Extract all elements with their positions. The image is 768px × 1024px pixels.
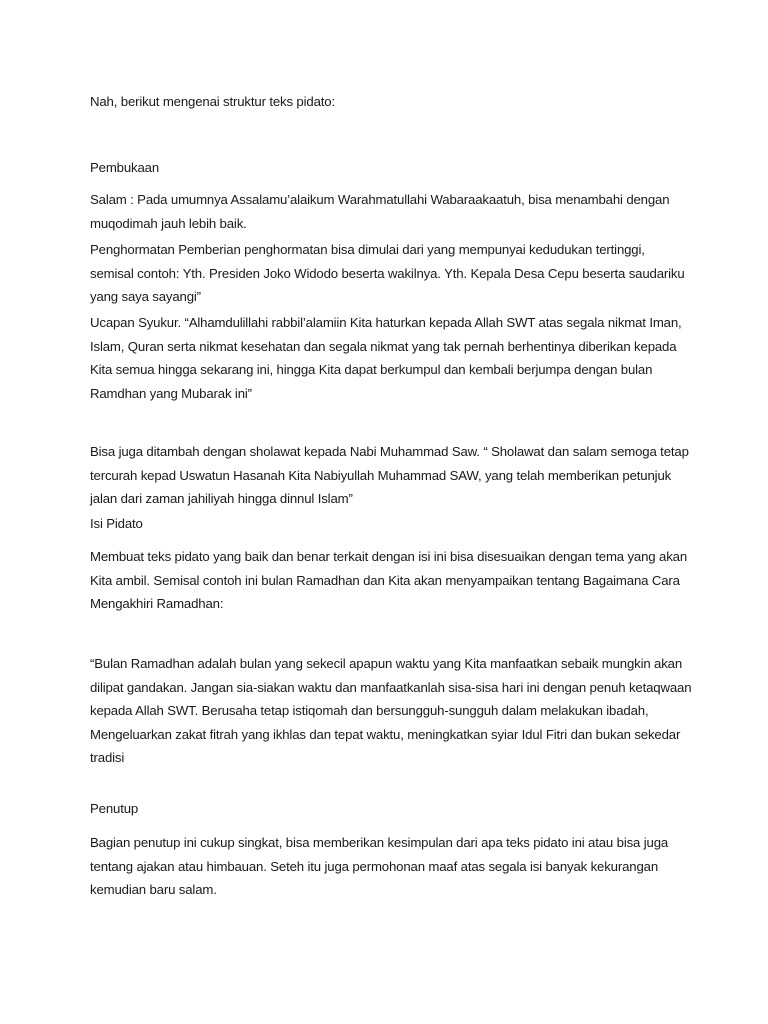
- text-line: tradisi: [90, 750, 125, 765]
- paragraph-sholawat: [90, 440, 690, 511]
- text-line: Islam, Quran serta nikmat kesehatan dan segala nikmat yang tak pernah berhentinya diberikan kepada: [90, 338, 677, 354]
- text-line: Mengeluarkan zakat fitrah yang ikhlas dan tepat waktu, meningkatkan syiar Idul Fitri dan bukan sekedar: [90, 726, 681, 742]
- heading-text: Pembukaan: [90, 160, 160, 175]
- heading-text: Penutup: [90, 801, 139, 816]
- paragraph-bulan-ramadhan: [90, 652, 690, 770]
- text-line: Kita semua hingga sekarang ini, hingga Kita dapat berkumpul dan kembali berjumpa dengan bulan: [90, 362, 653, 377]
- paragraph-membuat-teks: [90, 545, 690, 616]
- heading-text: Isi Pidato: [90, 516, 143, 531]
- text-line: Ramdhan yang Mubarak ini”: [90, 385, 252, 401]
- paragraph-penutup: [90, 831, 690, 902]
- text-line: Membuat teks pidato yang baik dan benar terkait dengan isi ini bisa disesuaikan dengan tema yang akan: [90, 549, 688, 564]
- text-line: muqodimah jauh lebih baik.: [90, 215, 247, 231]
- text-line: Bagian penutup ini cukup singkat, bisa memberikan kesimpulan dari apa teks pidato ini atau bisa juga: [90, 835, 669, 850]
- text-line: semisal contoh: Yth. Presiden Joko Widodo beserta wakilnya. Yth. Kepala Desa Cepu beserta saudariku: [90, 265, 685, 281]
- text-line: Mengakhiri Ramadhan:: [90, 596, 224, 611]
- paragraph-salam: [90, 188, 690, 235]
- text-line: dilipat gandakan. Jangan sia-siakan waktu dan manfaatkanlah sisa-sisa hari ini dengan penuh ketaqwaan: [90, 679, 692, 695]
- paragraph-ucapan-syukur: [90, 311, 690, 405]
- section-heading-pembukaan: [90, 156, 690, 180]
- text-line: Bisa juga ditambah dengan sholawat kepada Nabi Muhammad Saw. “ Sholawat dan salam semoga tetap: [90, 444, 689, 459]
- section-heading-penutup: [90, 797, 690, 821]
- text-line: Kita ambil. Semisal contoh ini bulan Ramadhan dan Kita akan menyampaikan tentang Bagaimana Cara: [90, 572, 680, 588]
- section-heading-isi-pidato: [90, 512, 690, 536]
- text-line: Penghormatan Pemberian penghormatan bisa dimulai dari yang mempunyai kedudukan tertinggi,: [90, 242, 645, 257]
- paragraph-penghormatan: [90, 238, 690, 309]
- text-line: tentang ajakan atau himbauan. Seteh itu juga permohonan maaf atas segala isi banyak kekurangan: [90, 858, 659, 874]
- text-line: jalan dari zaman jahiliyah hingga dinnul Islam”: [90, 491, 353, 506]
- text-line: Ucapan Syukur. “Alhamdulillahi rabbil’alamiin Kita haturkan kepada Allah SWT atas segala nikmat Iman,: [90, 315, 682, 330]
- text-line: kemudian baru salam.: [90, 882, 217, 897]
- intro-text: [90, 90, 690, 114]
- text-line: Salam : Pada umumnya Assalamu’alaikum Warahmatullahi Wabaraakaatuh, bisa menambahi dengan: [90, 192, 670, 207]
- text-line: “Bulan Ramadhan adalah bulan yang sekecil apapun waktu yang Kita manfaatkan sebaik mungkin akan: [90, 656, 683, 671]
- text-line: Nah, berikut mengenai struktur teks pidato:: [90, 94, 335, 109]
- text-line: yang saya sayangi”: [90, 289, 201, 304]
- text-line: kepada Allah SWT. Berusaha tetap istiqomah dan bersungguh-sungguh dalam melakukan ibadah,: [90, 703, 649, 718]
- text-line: tercurah kepad Uswatun Hasanah Kita Nabiyullah Muhammad SAW, yang telah memberikan petunjuk: [90, 467, 672, 483]
